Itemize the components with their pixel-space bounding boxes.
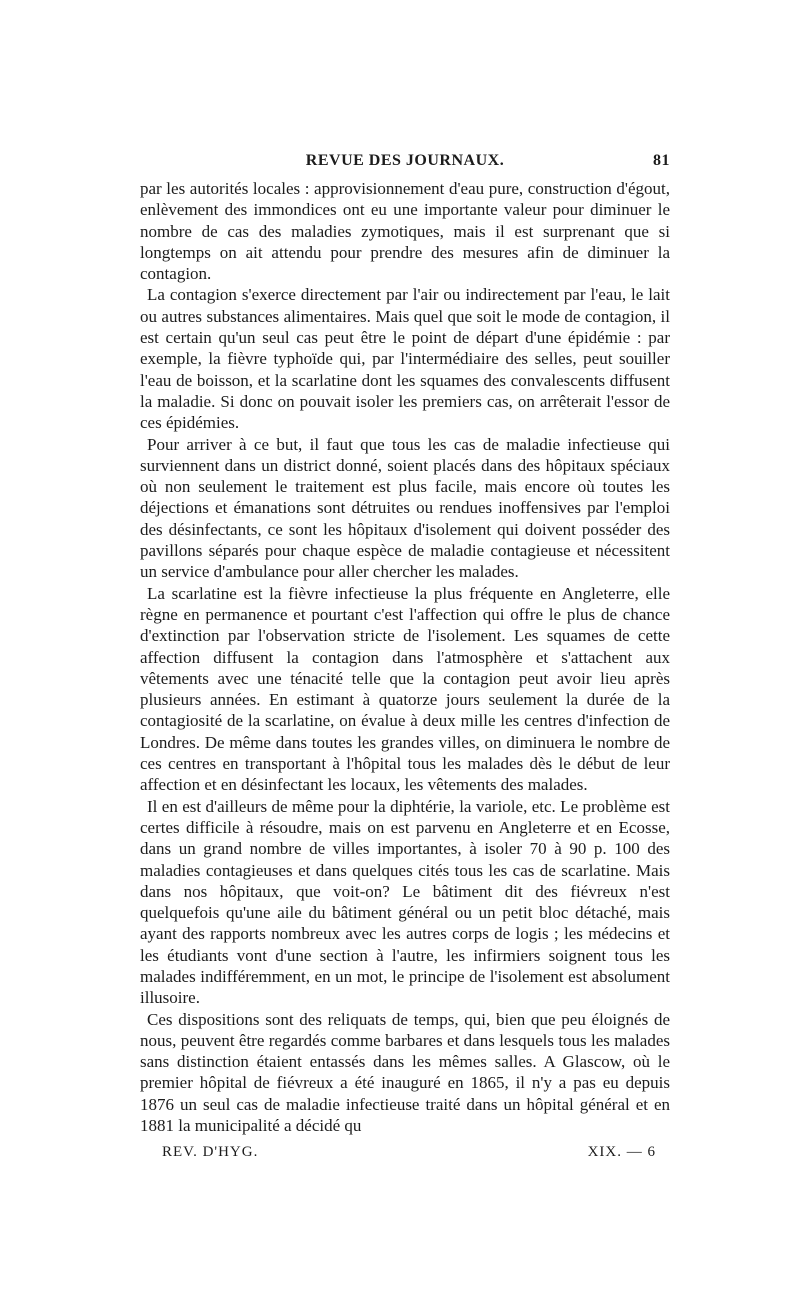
volume-signature: XIX. — 6 <box>587 1144 656 1161</box>
paragraph <box>140 284 670 433</box>
running-header <box>140 152 670 178</box>
page <box>140 152 670 1168</box>
paragraph: par les autorités locales : approvisionnement d'eau pure, construction d'égout, enlèvement des immondices ont eu une importante valeur pour diminuer le nombre de cas des maladies zymotiques, mais il est surprenant que si longtemps on ait attendu pour prendre des mesures afin de diminuer la contagion. <box>140 179 670 284</box>
journal-abbreviation: REV. D'HYG. <box>162 1144 259 1161</box>
running-title: REVUE DES JOURNAUX. <box>305 152 505 169</box>
paragraph-text: Ces dispositions sont des reliquats de temps, qui, bien que peu éloignés de nous, peuvent être regardés comme barbares et dans lesquels tous les malades sans distinction étaient entassés dans les mêmes salles. A Glascow, où le premier hôpital de fiévreux a été inauguré en 1865, il n'y a pas eu depuis 1876 un seul cas de maladie infectieuse traité dans un hôpital général et en 1881 la municipalité a décidé qu <box>140 1009 670 1136</box>
paragraph-text: La contagion s'exerce directement par l'air ou indirectement par l'eau, le lait ou autres substances alimentaires. Mais quel que soit le mode de contagion, il est certain qu'un seul cas peut être le point de départ d'une épidémie : par exemple, la fièvre typhoïde qui, par l'intermédiaire des selles, peut souiller l'eau de boisson, et la scarlatine dont les squames des convalescents diffusent la maladie. Si donc on pouvait isoler les premiers cas, on arrêterait l'essor de ces épidémies. <box>140 285 670 433</box>
article-body <box>140 178 670 1136</box>
paragraph-text: Il en est d'ailleurs de même pour la diphtérie, la variole, etc. Le problème est certes difficile à résoudre, mais on est parvenu en Angleterre et en Ecosse, dans un grand nombre de villes importantes, à isoler 70 à 90 p. 100 des maladies contagieuses et dans quelques cités tous les cas de scarlatine. Mais dans nos hôpitaux, que voit-on? Le bâtiment dit des fiévreux n'est quelquefois qu'une aile du bâtiment général ou un petit bloc détaché, mais ayant des rapports nombreux avec les autres corps de logis ; les médecins et les étudiants vont d'une section à l'autre, les infirmiers soignent tous les malades indifféremment, en un mot, le principe de l'isolement est absolument illusoire. <box>140 796 670 1008</box>
paragraph <box>140 796 670 1009</box>
paragraph <box>140 1009 670 1137</box>
signature-footer <box>140 1144 670 1168</box>
paragraph-text: La scarlatine est la fièvre infectieuse la plus fréquente en Angleterre, elle règne en permanence et pourtant c'est l'affection qui offre le plus de chance d'extinction par l'observation stricte de l'isolement. Les squames de cette affection diffusent la contagion dans l'atmosphère et s'attachent aux vêtements avec une ténacité telle que la contagion peut avoir lieu après plusieurs années. En estimant à quatorze jours seulement la durée de la contagiosité de la scarlatine, on évalue à deux mille les centres d'infection de Londres. De même dans toutes les grandes villes, on diminuera le nombre de ces centres en transportant à l'hôpital tous les malades dès le début de leur affection et en désinfectant les locaux, les vêtements des malades. <box>140 583 670 795</box>
paragraph <box>140 434 670 583</box>
paragraph-text: Pour arriver à ce but, il faut que tous les cas de maladie infectieuse qui surviennent dans un district donné, soient placés dans des hôpitaux spéciaux où non seulement le traitement est plus facile, mais encore où toutes les déjections et émanations sont détruites ou rendues inoffensives par l'emploi des désinfectants, ce sont les hôpitaux d'isolement qui doivent posséder des pavillons séparés pour chaque espèce de maladie contagieuse et nécessitent un service d'ambulance pour aller chercher les malades. <box>140 434 670 582</box>
paragraph <box>140 583 670 796</box>
page-number: 81 <box>653 152 670 169</box>
